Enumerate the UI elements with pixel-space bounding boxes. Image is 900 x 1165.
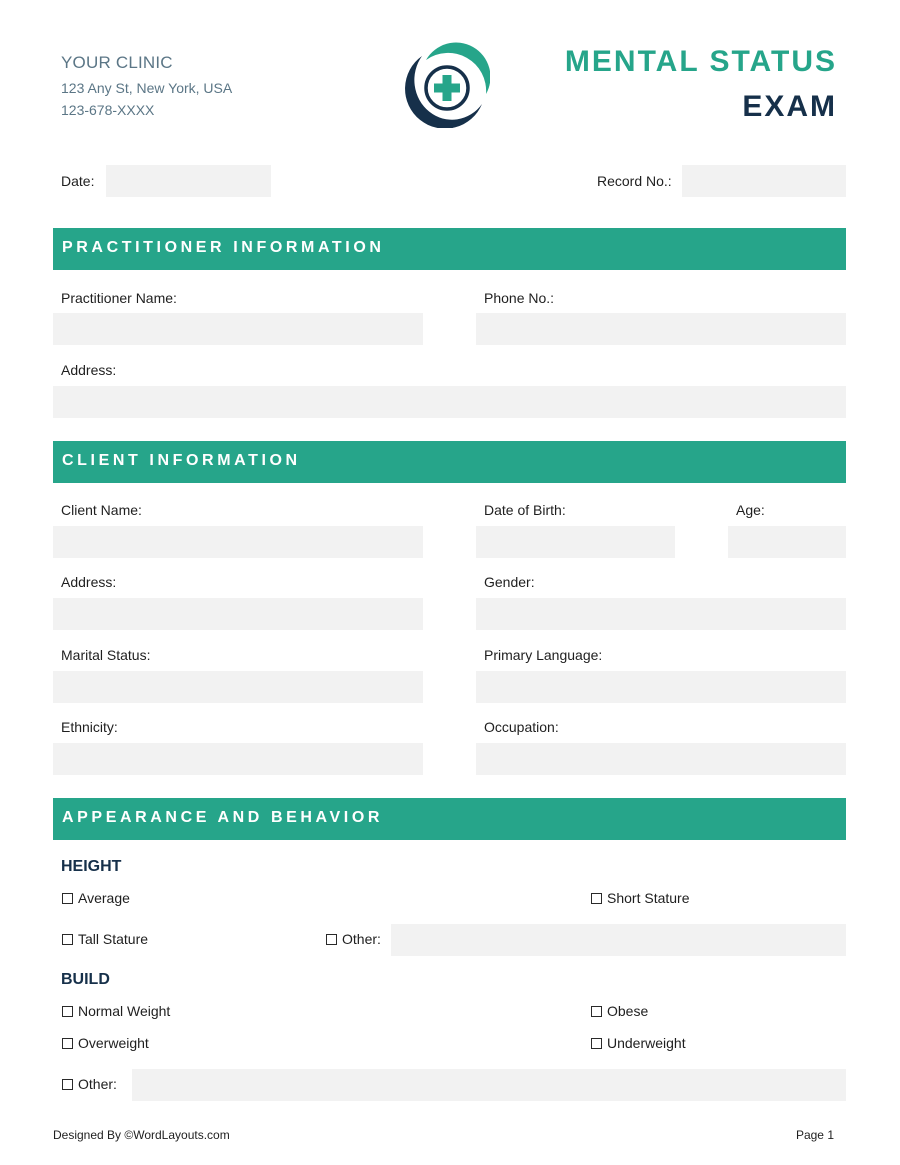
checkbox-icon[interactable] bbox=[62, 1006, 73, 1017]
height-option-tall-stature[interactable]: Tall Stature bbox=[62, 931, 148, 947]
gender-field[interactable] bbox=[476, 598, 846, 630]
client-name-label: Client Name: bbox=[61, 502, 142, 518]
height-option-other[interactable]: Other: bbox=[326, 931, 381, 947]
date-field[interactable] bbox=[106, 165, 271, 197]
checkbox-icon[interactable] bbox=[326, 934, 337, 945]
height-other-field[interactable] bbox=[391, 924, 846, 956]
age-label: Age: bbox=[736, 502, 765, 518]
section-title: PRACTITIONER INFORMATION bbox=[62, 239, 385, 256]
footer-credit: Designed By ©WordLayouts.com bbox=[53, 1128, 230, 1142]
page-number: Page 1 bbox=[795, 1128, 834, 1142]
checkbox-icon[interactable] bbox=[591, 1038, 602, 1049]
record-no-field[interactable] bbox=[682, 165, 846, 197]
primary-language-label: Primary Language: bbox=[484, 647, 603, 663]
build-option-underweight[interactable]: Underweight bbox=[591, 1035, 686, 1051]
ethnicity-label: Ethnicity: bbox=[61, 719, 118, 735]
phone-no-label: Phone No.: bbox=[484, 290, 555, 306]
practitioner-name-field[interactable] bbox=[53, 313, 423, 345]
client-section-header bbox=[53, 441, 846, 483]
occupation-field[interactable] bbox=[476, 743, 846, 775]
checkbox-icon[interactable] bbox=[591, 1006, 602, 1017]
checkbox-icon[interactable] bbox=[591, 893, 602, 904]
build-option-obese[interactable]: Obese bbox=[591, 1003, 648, 1019]
build-option-overweight[interactable]: Overweight bbox=[62, 1035, 149, 1051]
dob-field[interactable] bbox=[476, 526, 675, 558]
client-name-field[interactable] bbox=[53, 526, 423, 558]
primary-language-field[interactable] bbox=[476, 671, 846, 703]
marital-status-label: Marital Status: bbox=[61, 647, 151, 663]
checkbox-icon[interactable] bbox=[62, 934, 73, 945]
clinic-address: 123 Any St, New York, USA bbox=[61, 80, 233, 96]
build-option-other[interactable]: Other: bbox=[62, 1076, 117, 1092]
height-option-short-stature[interactable]: Short Stature bbox=[591, 890, 690, 906]
build-heading: BUILD bbox=[61, 971, 110, 988]
document-title-line2: EXAM bbox=[742, 90, 837, 123]
ethnicity-field[interactable] bbox=[53, 743, 423, 775]
clinic-phone: 123-678-XXXX bbox=[61, 102, 155, 118]
build-option-normal-weight[interactable]: Normal Weight bbox=[62, 1003, 170, 1019]
record-no-label: Record No.: bbox=[597, 173, 672, 189]
checkbox-icon[interactable] bbox=[62, 1079, 73, 1090]
dob-label: Date of Birth: bbox=[484, 502, 566, 518]
marital-status-field[interactable] bbox=[53, 671, 423, 703]
date-label: Date: bbox=[61, 173, 95, 189]
appearance-section-header bbox=[53, 798, 846, 840]
height-heading: HEIGHT bbox=[61, 858, 122, 875]
practitioner-address-field[interactable] bbox=[53, 386, 846, 418]
clinic-name: YOUR CLINIC bbox=[61, 53, 173, 72]
age-field[interactable] bbox=[728, 526, 846, 558]
practitioner-section-header bbox=[53, 228, 846, 270]
practitioner-name-label: Practitioner Name: bbox=[61, 290, 177, 306]
client-address-field[interactable] bbox=[53, 598, 423, 630]
occupation-label: Occupation: bbox=[484, 719, 559, 735]
height-option-average[interactable]: Average bbox=[62, 890, 130, 906]
document-title-line1: MENTAL STATUS bbox=[564, 45, 837, 78]
build-other-field[interactable] bbox=[132, 1069, 846, 1101]
checkbox-icon[interactable] bbox=[62, 893, 73, 904]
practitioner-address-label: Address: bbox=[61, 362, 117, 378]
section-title: APPEARANCE AND BEHAVIOR bbox=[62, 809, 384, 826]
gender-label: Gender: bbox=[484, 574, 535, 590]
medical-cross-logo-icon bbox=[404, 42, 490, 128]
checkbox-icon[interactable] bbox=[62, 1038, 73, 1049]
section-title: CLIENT INFORMATION bbox=[62, 452, 301, 469]
phone-no-field[interactable] bbox=[476, 313, 846, 345]
client-address-label: Address: bbox=[61, 574, 117, 590]
